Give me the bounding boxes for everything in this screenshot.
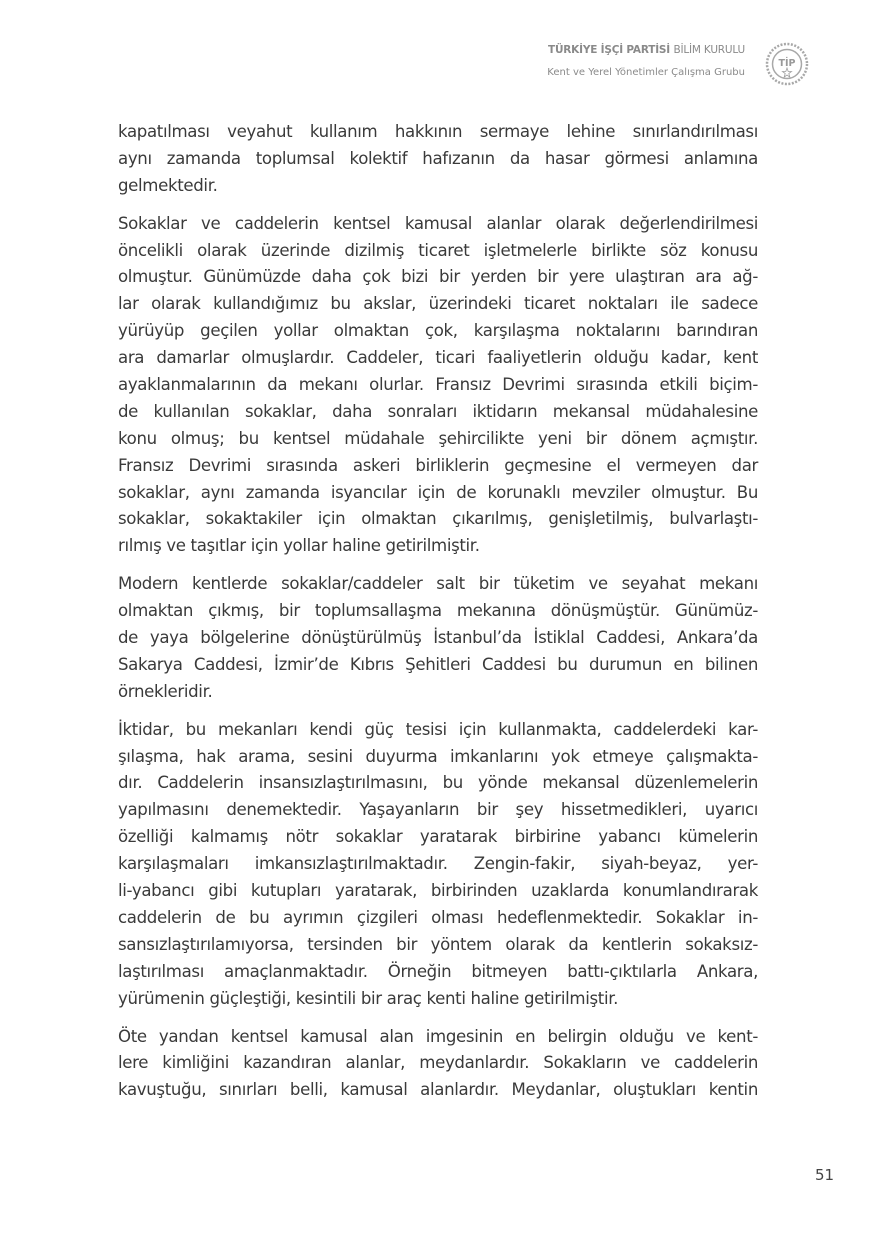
paragraph: [118, 119, 758, 200]
text-line: laştırılması amaçlanmaktadır. Örneğin bitmeyen battı-çıktılarla Ankara,: [118, 961, 758, 981]
text-line: Sokaklar ve caddelerin kentsel kamusal alanlar olarak değerlendirilmesi: [118, 213, 758, 233]
text-line: yürümenin güçleştiği, kesintili bir araç kenti haline getirilmiştir.: [118, 988, 619, 1008]
text-line: özelliği kalmamış nötr sokaklar yaratarak birbirine yabancı kümelerin: [118, 827, 758, 847]
paragraph: [118, 571, 758, 705]
text-line: şılaşma, hak arama, sesini duyurma imkanlarını yok etmeye çalışmakta-: [118, 746, 758, 766]
text-line: öncelikli olarak üzerinde dizilmiş ticaret işletmelerle birlikte söz konusu: [118, 240, 758, 260]
text-line: lere kimliğini kazandıran alanlar, meydanlardır. Sokakların ve caddelerin: [118, 1053, 758, 1073]
header-organization: [547, 44, 745, 56]
text-line: sansızlaştırılamıyorsa, tersinden bir yöntem olarak da kentlerin sokaksız-: [118, 934, 758, 954]
text-line: de kullanılan sokaklar, daha sonraları iktidarın mekansal müdahalesine: [118, 401, 758, 421]
text-line: olmaktan çıkmış, bir toplumsallaşma mekanına dönüşmüştür. Günümüz-: [118, 601, 758, 621]
text-line: rılmış ve taşıtlar için yollar haline getirilmiştir.: [118, 536, 480, 556]
paragraph: [118, 717, 758, 1013]
text-line: Fransız Devrimi sırasında askeri birliklerin geçmesine el vermeyen dar: [118, 455, 758, 475]
header-org-bold: TÜRKİYE İŞÇİ PARTİSİ: [548, 44, 670, 56]
text-line: Sakarya Caddesi, İzmir’de Kıbrıs Şehitleri Caddesi bu durumun en bilinen: [118, 654, 758, 674]
text-line: kapatılması veyahut kullanım hakkının sermaye lehine sınırlandırılması: [118, 122, 758, 141]
text-line: sokaklar, aynı zamanda isyancılar için de korunaklı mevziler olmuştur. Bu: [118, 482, 758, 502]
text-line: olmuştur. Günümüzde daha çok bizi bir yerden bir yere ulaştıran ara ağ-: [118, 267, 758, 287]
text-line: İktidar, bu mekanları kendi güç tesisi için kullanmakta, caddelerdeki kar-: [118, 719, 758, 739]
text-line: sokaklar, sokaktakiler için olmaktan çıkarılmış, genişletilmiş, bulvarlaştı-: [118, 509, 758, 529]
text-line: yapılmasını denemektedir. Yaşayanların bir şey hissetmedikleri, uyarıcı: [118, 800, 758, 820]
text-line: ara damarlar olmuşlardır. Caddeler, ticari faaliyetlerin olduğu kadar, kent: [118, 348, 758, 368]
text-line: ayaklanmalarının da mekanı olurlar. Fransız Devrimi sırasında etkili biçim-: [118, 375, 758, 395]
text-line: de yaya bölgelerine dönüştürülmüş İstanbul’da İstiklal Caddesi, Ankara’da: [118, 628, 758, 648]
paragraph: [118, 211, 758, 561]
text-line: caddelerin de bu ayrımın çizgileri olması hedeflenmektedir. Sokaklar in-: [118, 907, 758, 927]
header-org-rest: BİLİM KURULU: [673, 44, 745, 56]
text-line: lar olarak kullandığımız bu akslar, üzerindeki ticaret noktaları ile sadece: [118, 294, 758, 314]
header-group: Kent ve Yerel Yönetimler Çalışma Grubu: [547, 67, 745, 78]
text-line: yürüyüp geçilen yollar olmaktan çok, karşılaşma noktalarını barındıran: [118, 321, 758, 341]
text-line: kavuştuğu, sınırları belli, kamusal alanlardır. Meydanlar, oluştukları kentin: [118, 1080, 758, 1100]
text-line: aynı zamanda toplumsal kolektif hafızanın da hasar görmesi anlamına: [118, 148, 758, 168]
text-line: Modern kentlerde sokaklar/caddeler salt bir tüketim ve seyahat mekanı: [118, 574, 758, 594]
text-line: li-yabancı gibi kutupları yaratarak, birbirinden uzaklarda konumlandırarak: [118, 881, 758, 901]
text-line: gelmektedir.: [118, 175, 218, 195]
party-logo: [765, 42, 809, 86]
body-text: [118, 119, 758, 1115]
page-number: 51: [815, 1166, 835, 1184]
text-line: karşılaşmaları imkansızlaştırılmaktadır. Zengin-fakir, siyah-beyaz, yer-: [118, 854, 758, 874]
svg-text:TİP: TİP: [778, 58, 796, 69]
paragraph: [118, 1024, 758, 1105]
text-line: Öte yandan kentsel kamusal alan imgesinin en belirgin olduğu ve kent-: [118, 1026, 758, 1046]
running-header: [547, 44, 745, 78]
text-line: örnekleridir.: [118, 681, 213, 701]
text-line: dır. Caddelerin insansızlaştırılmasını, bu yönde mekansal düzenlemelerin: [118, 773, 758, 793]
text-line: konu olmuş; bu kentsel müdahale şehircilikte yeni bir dönem açmıştır.: [118, 428, 758, 448]
